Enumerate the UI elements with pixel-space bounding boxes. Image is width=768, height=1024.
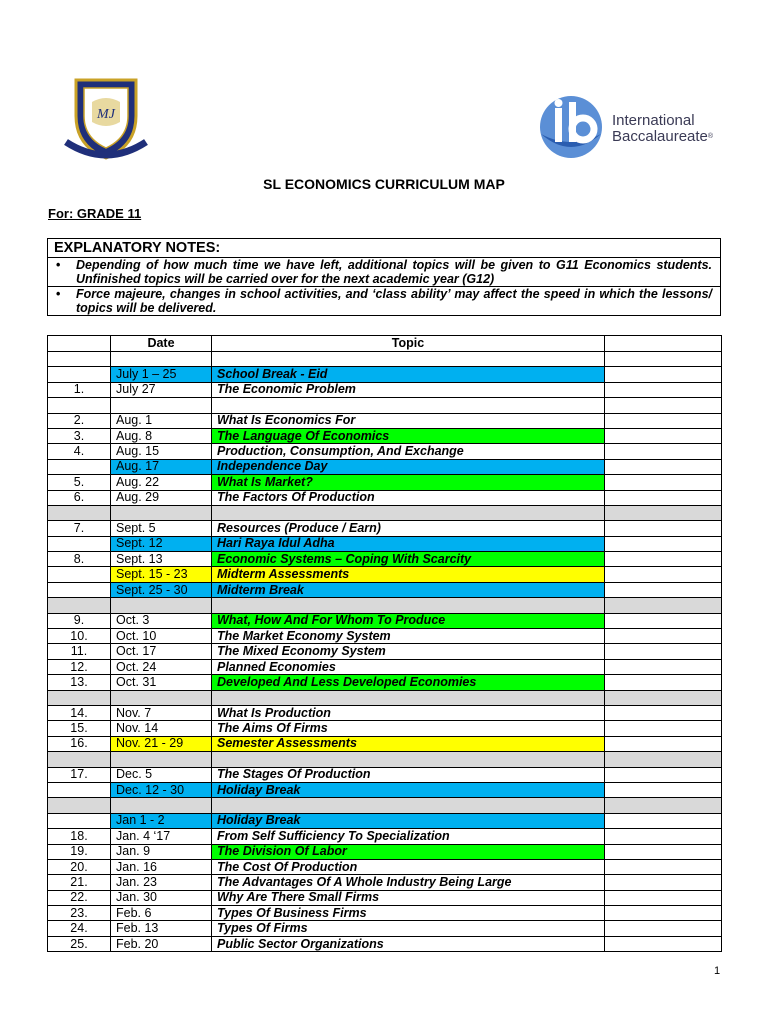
row-notes <box>605 444 722 459</box>
row-date: Sept. 12 <box>111 536 212 551</box>
row-topic: Economic Systems – Coping With Scarcity <box>212 552 605 567</box>
row-date: Aug. 17 <box>111 459 212 474</box>
separator-cell <box>111 690 212 705</box>
row-notes <box>605 844 722 859</box>
table-row <box>48 567 722 582</box>
row-date: Feb. 6 <box>111 906 212 921</box>
separator-row <box>48 598 722 613</box>
row-topic: Types Of Firms <box>212 921 605 936</box>
separator-cell <box>48 598 111 613</box>
row-number: 18. <box>48 829 111 844</box>
row-notes <box>605 413 722 428</box>
row-number <box>48 352 111 367</box>
row-notes <box>605 382 722 397</box>
row-notes <box>605 475 722 490</box>
separator-row <box>48 798 722 813</box>
table-row <box>48 413 722 428</box>
row-notes <box>605 675 722 690</box>
row-topic: What Is Economics For <box>212 413 605 428</box>
row-notes <box>605 398 722 413</box>
row-number: 17. <box>48 767 111 782</box>
ib-wordmark <box>612 113 713 145</box>
row-topic: Planned Economies <box>212 659 605 674</box>
separator-cell <box>111 798 212 813</box>
row-date: Jan. 30 <box>111 890 212 905</box>
table-row <box>48 782 722 797</box>
row-notes <box>605 813 722 828</box>
row-date: Sept. 5 <box>111 521 212 536</box>
row-topic: Midterm Break <box>212 582 605 597</box>
table-row <box>48 459 722 474</box>
row-number: 22. <box>48 890 111 905</box>
page-number: 1 <box>714 965 721 977</box>
row-topic: Why Are There Small Firms <box>212 890 605 905</box>
row-notes <box>605 782 722 797</box>
row-date: Nov. 14 <box>111 721 212 736</box>
row-notes <box>605 582 722 597</box>
row-topic: The Language Of Economics <box>212 428 605 443</box>
row-notes <box>605 921 722 936</box>
table-row <box>48 859 722 874</box>
table-row <box>48 890 722 905</box>
bullet-icon: • <box>56 287 61 301</box>
row-date: Oct. 17 <box>111 644 212 659</box>
row-date: Aug. 1 <box>111 413 212 428</box>
row-number <box>48 459 111 474</box>
table-row <box>48 428 722 443</box>
separator-cell <box>605 690 722 705</box>
separator-row <box>48 505 722 520</box>
table-row <box>48 352 722 367</box>
separator-row <box>48 690 722 705</box>
table-row <box>48 705 722 720</box>
separator-row <box>48 752 722 767</box>
row-topic: Semester Assessments <box>212 736 605 751</box>
table-row <box>48 475 722 490</box>
separator-cell <box>212 798 605 813</box>
separator-cell <box>212 690 605 705</box>
row-date: Dec. 5 <box>111 767 212 782</box>
row-number: 11. <box>48 644 111 659</box>
table-row <box>48 536 722 551</box>
table-row <box>48 844 722 859</box>
row-date: July 27 <box>111 382 212 397</box>
row-date: Feb. 20 <box>111 936 212 951</box>
row-topic <box>212 352 605 367</box>
row-number <box>48 782 111 797</box>
row-number: 14. <box>48 705 111 720</box>
note-item-1 <box>48 258 721 287</box>
row-number <box>48 536 111 551</box>
row-topic: What Is Production <box>212 705 605 720</box>
row-topic: From Self Sufficiency To Specialization <box>212 829 605 844</box>
separator-cell <box>111 598 212 613</box>
grade-label: For: GRADE 11 <box>48 206 142 221</box>
row-topic: Midterm Assessments <box>212 567 605 582</box>
table-row <box>48 813 722 828</box>
row-number: 25. <box>48 936 111 951</box>
row-date: Aug. 29 <box>111 490 212 505</box>
row-date: Dec. 12 - 30 <box>111 782 212 797</box>
row-topic: The Factors Of Production <box>212 490 605 505</box>
table-row <box>48 936 722 951</box>
row-number: 5. <box>48 475 111 490</box>
row-date: Jan. 9 <box>111 844 212 859</box>
row-notes <box>605 859 722 874</box>
row-topic: The Aims Of Firms <box>212 721 605 736</box>
separator-cell <box>605 798 722 813</box>
row-number: 19. <box>48 844 111 859</box>
table-row <box>48 552 722 567</box>
row-notes <box>605 352 722 367</box>
row-number: 2. <box>48 413 111 428</box>
row-date: Jan. 4 ‘17 <box>111 829 212 844</box>
row-notes <box>605 721 722 736</box>
row-number: 4. <box>48 444 111 459</box>
row-topic: Developed And Less Developed Economies <box>212 675 605 690</box>
row-notes <box>605 567 722 582</box>
row-topic: Holiday Break <box>212 782 605 797</box>
row-notes <box>605 536 722 551</box>
row-number: 10. <box>48 629 111 644</box>
row-topic: The Stages Of Production <box>212 767 605 782</box>
row-date: Oct. 31 <box>111 675 212 690</box>
row-notes <box>605 936 722 951</box>
table-row <box>48 521 722 536</box>
row-topic: The Mixed Economy System <box>212 644 605 659</box>
bullet-icon: • <box>56 258 61 272</box>
row-number: 15. <box>48 721 111 736</box>
row-notes <box>605 890 722 905</box>
row-topic: Holiday Break <box>212 813 605 828</box>
row-date: Sept. 25 - 30 <box>111 582 212 597</box>
table-row <box>48 829 722 844</box>
row-number: 6. <box>48 490 111 505</box>
table-row <box>48 398 722 413</box>
row-number: 1. <box>48 382 111 397</box>
row-number <box>48 367 111 382</box>
separator-cell <box>111 505 212 520</box>
row-number <box>48 398 111 413</box>
row-topic: What Is Market? <box>212 475 605 490</box>
row-topic: Production, Consumption, And Exchange <box>212 444 605 459</box>
table-row <box>48 490 722 505</box>
table-row <box>48 659 722 674</box>
row-date: Oct. 3 <box>111 613 212 628</box>
header-notes <box>605 336 722 352</box>
table-row <box>48 644 722 659</box>
separator-cell <box>212 505 605 520</box>
row-date: Feb. 13 <box>111 921 212 936</box>
row-number: 12. <box>48 659 111 674</box>
row-notes <box>605 521 722 536</box>
row-notes <box>605 644 722 659</box>
separator-cell <box>48 752 111 767</box>
curriculum-schedule-table <box>47 335 722 952</box>
row-number: 7. <box>48 521 111 536</box>
row-date <box>111 398 212 413</box>
table-row <box>48 675 722 690</box>
row-date: Aug. 8 <box>111 428 212 443</box>
table-row <box>48 736 722 751</box>
separator-cell <box>111 752 212 767</box>
separator-cell <box>212 752 605 767</box>
table-row <box>48 367 722 382</box>
header-num <box>48 336 111 352</box>
row-number <box>48 582 111 597</box>
explanatory-notes-table <box>47 238 721 316</box>
row-topic: Public Sector Organizations <box>212 936 605 951</box>
page-title: SL ECONOMICS CURRICULUM MAP <box>263 176 505 192</box>
table-row <box>48 382 722 397</box>
row-date: Oct. 10 <box>111 629 212 644</box>
row-number <box>48 813 111 828</box>
row-date: Jan 1 - 2 <box>111 813 212 828</box>
row-date: Oct. 24 <box>111 659 212 674</box>
header-date: Date <box>111 336 212 352</box>
row-notes <box>605 736 722 751</box>
row-date: Nov. 21 - 29 <box>111 736 212 751</box>
row-number: 9. <box>48 613 111 628</box>
row-notes <box>605 613 722 628</box>
row-notes <box>605 490 722 505</box>
row-topic: Hari Raya Idul Adha <box>212 536 605 551</box>
table-row <box>48 921 722 936</box>
note-text-2: Force majeure, changes in school activities, and ‘class ability’ may affect the speed in which the lessons/ topics will be delivered. <box>76 287 712 315</box>
row-date: July 1 – 25 <box>111 367 212 382</box>
row-date: Sept. 13 <box>111 552 212 567</box>
ib-line2: Baccalaureate <box>612 128 708 145</box>
row-number: 23. <box>48 906 111 921</box>
separator-cell <box>48 690 111 705</box>
row-notes <box>605 428 722 443</box>
notes-heading: EXPLANATORY NOTES: <box>48 239 721 258</box>
row-number: 21. <box>48 875 111 890</box>
row-topic: The Advantages Of A Whole Industry Being Large <box>212 875 605 890</box>
row-notes <box>605 829 722 844</box>
note-text-1: Depending of how much time we have left, additional topics will be given to G11 Economics students. Unfinished topics will be carried over for the next academic year (G12) <box>76 258 712 286</box>
row-number: 20. <box>48 859 111 874</box>
row-topic: The Cost Of Production <box>212 859 605 874</box>
row-topic: The Economic Problem <box>212 382 605 397</box>
header-topic: Topic <box>212 336 605 352</box>
note-item-2 <box>48 287 721 316</box>
row-number: 16. <box>48 736 111 751</box>
row-topic: School Break - Eid <box>212 367 605 382</box>
table-row <box>48 721 722 736</box>
separator-cell <box>605 505 722 520</box>
row-date: Jan. 16 <box>111 859 212 874</box>
row-date: Sept. 15 - 23 <box>111 567 212 582</box>
separator-cell <box>605 752 722 767</box>
table-row <box>48 629 722 644</box>
row-number: 8. <box>48 552 111 567</box>
row-notes <box>605 367 722 382</box>
table-header-row <box>48 336 722 352</box>
school-crest-logo <box>62 72 150 160</box>
row-topic <box>212 398 605 413</box>
table-row <box>48 875 722 890</box>
row-topic: Types Of Business Firms <box>212 906 605 921</box>
row-notes <box>605 906 722 921</box>
table-row <box>48 613 722 628</box>
row-date: Aug. 15 <box>111 444 212 459</box>
table-row <box>48 444 722 459</box>
svg-text:MJ: MJ <box>97 107 115 122</box>
row-topic: The Division Of Labor <box>212 844 605 859</box>
row-date: Aug. 22 <box>111 475 212 490</box>
row-notes <box>605 459 722 474</box>
row-number <box>48 567 111 582</box>
row-number: 24. <box>48 921 111 936</box>
table-row <box>48 767 722 782</box>
row-notes <box>605 767 722 782</box>
separator-cell <box>605 598 722 613</box>
row-date <box>111 352 212 367</box>
table-row <box>48 582 722 597</box>
row-notes <box>605 705 722 720</box>
ib-registered: ® <box>707 133 714 140</box>
ib-line1: International <box>612 112 695 129</box>
row-topic: What, How And For Whom To Produce <box>212 613 605 628</box>
separator-cell <box>212 598 605 613</box>
row-topic: Resources (Produce / Earn) <box>212 521 605 536</box>
row-notes <box>605 552 722 567</box>
row-date: Jan. 23 <box>111 875 212 890</box>
row-number: 13. <box>48 675 111 690</box>
row-notes <box>605 629 722 644</box>
row-topic: Independence Day <box>212 459 605 474</box>
row-number: 3. <box>48 428 111 443</box>
separator-cell <box>48 505 111 520</box>
separator-cell <box>48 798 111 813</box>
row-notes <box>605 659 722 674</box>
row-date: Nov. 7 <box>111 705 212 720</box>
row-notes <box>605 875 722 890</box>
table-row <box>48 906 722 921</box>
row-topic: The Market Economy System <box>212 629 605 644</box>
